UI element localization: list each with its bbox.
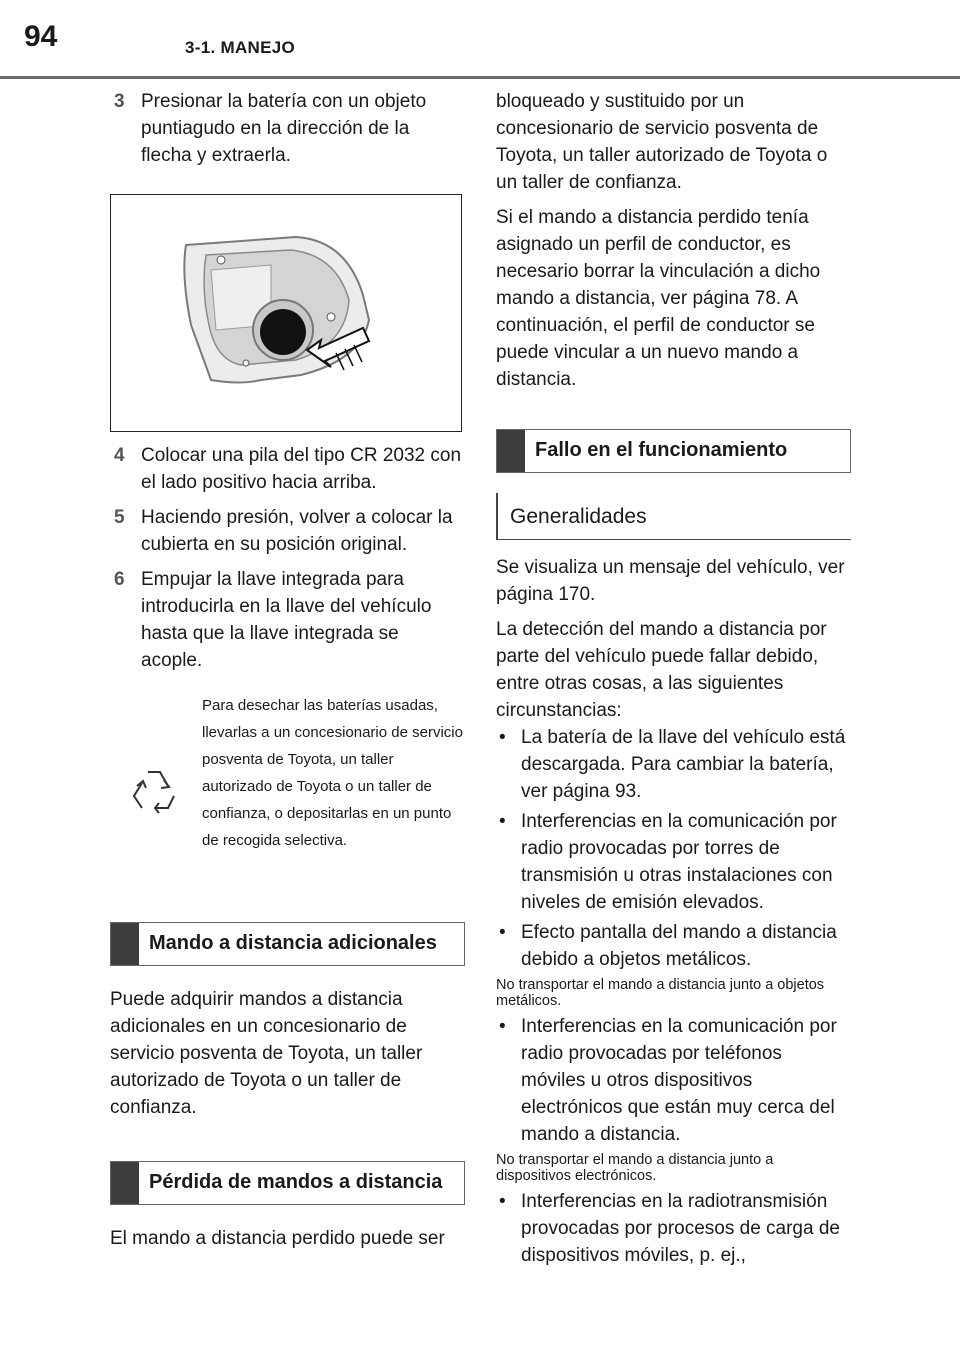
paragraph: Si el mando a distancia perdido tenía asignado un perfil de conductor, es necesario borrar la vinculación a dicho mando a distancia, ver página 78. A continuación, el perfil de conductor se puede vincular a un nuevo mando a distancia. xyxy=(496,207,821,390)
key-battery-figure xyxy=(110,194,462,432)
left-column xyxy=(110,88,465,1252)
step-number: 6 xyxy=(114,569,125,590)
list-item xyxy=(496,724,851,805)
bullet-icon: • xyxy=(499,922,506,943)
header-divider xyxy=(0,76,960,79)
step-3 xyxy=(110,88,465,169)
list-item-text: Interferencias en la comunicación por radio provocadas por teléfonos móviles u otros dispositivos electrónicos que están muy cerca del mando a distancia. xyxy=(521,1016,837,1145)
list-item xyxy=(496,808,851,916)
step-number: 3 xyxy=(114,91,125,112)
page-number: 94 xyxy=(24,20,58,53)
list-item-text: La batería de la llave del vehículo está descargada. Para cambiar la batería, ver página 93. xyxy=(521,727,846,802)
list-item-text: Interferencias en la comunicación por radio provocadas por torres de transmisión u otras instalaciones con niveles de emisión elevados. xyxy=(521,811,837,913)
list-item xyxy=(496,1013,851,1148)
paragraph: El mando a distancia perdido puede ser xyxy=(110,1228,445,1249)
recycling-note xyxy=(110,692,465,892)
note-text: Para desechar las baterías usadas, llevarlas a un concesionario de servicio posventa de Toyota, un taller autorizado de Toyota o un taller de confianza, o depositarlas en un punto de recogida selectiva. xyxy=(202,697,463,849)
heading-bar xyxy=(111,923,139,965)
bullet-icon: • xyxy=(499,1191,506,1212)
list-item-text: Interferencias en la radiotransmisión provocadas por procesos de carga de dispositivos móviles, p. ej., xyxy=(521,1191,840,1266)
section-title: 3-1. MANEJO xyxy=(185,38,296,57)
paragraph: La detección del mando a distancia por parte del vehículo puede fallar debido, entre otras cosas, a las siguientes circunstancias: xyxy=(496,619,827,721)
bullet-icon: • xyxy=(499,811,506,832)
paragraph: Se visualiza un mensaje del vehículo, ver página 170. xyxy=(496,557,845,605)
key-battery-illustration xyxy=(111,195,461,431)
list-item-text: Efecto pantalla del mando a distancia debido a objetos metálicos. xyxy=(521,922,837,970)
subheading-general: Generalidades xyxy=(496,493,851,540)
heading-lost-remotes xyxy=(110,1161,465,1205)
step-4 xyxy=(110,442,465,496)
heading-bar xyxy=(111,1162,139,1204)
step-5 xyxy=(110,504,465,558)
heading-text: Fallo en el funcionamiento xyxy=(535,439,788,461)
small-note: No transportar el mando a distancia junto a dispositivos electrónicos. xyxy=(496,1152,774,1184)
recycle-icon xyxy=(128,766,180,820)
step-text: Colocar una pila del tipo CR 2032 con el lado positivo hacia arriba. xyxy=(141,445,462,493)
step-text: Presionar la batería con un objeto puntiagudo en la dirección de la flecha y extraerla. xyxy=(141,91,427,166)
heading-bar xyxy=(497,430,525,472)
bullet-icon: • xyxy=(499,1016,506,1037)
step-text: Empujar la llave integrada para introducirla en la llave del vehículo hasta que la llave integrada se acople. xyxy=(141,569,432,671)
list-item xyxy=(496,919,851,973)
small-note: No transportar el mando a distancia junto a objetos metálicos. xyxy=(496,977,825,1009)
step-text: Haciendo presión, volver a colocar la cubierta en su posición original. xyxy=(141,507,453,555)
step-number: 5 xyxy=(114,507,125,528)
step-number: 4 xyxy=(114,445,125,466)
bullet-icon: • xyxy=(499,727,506,748)
step-6 xyxy=(110,566,465,674)
heading-text: Mando a distancia adicionales xyxy=(149,932,437,954)
paragraph: Puede adquirir mandos a distancia adicionales en un concesionario de servicio posventa de Toyota, un taller autorizado de Toyota o un taller de confianza. xyxy=(110,989,423,1118)
page-header xyxy=(0,0,960,80)
list-item xyxy=(496,1188,851,1269)
heading-text: Pérdida de mandos a distancia xyxy=(149,1171,443,1193)
heading-malfunction xyxy=(496,429,851,473)
heading-additional-remotes xyxy=(110,922,465,966)
paragraph: bloqueado y sustituido por un concesionario de servicio posventa de Toyota, un taller autorizado de Toyota o un taller de confianza. xyxy=(496,91,828,193)
right-column xyxy=(496,88,851,1272)
